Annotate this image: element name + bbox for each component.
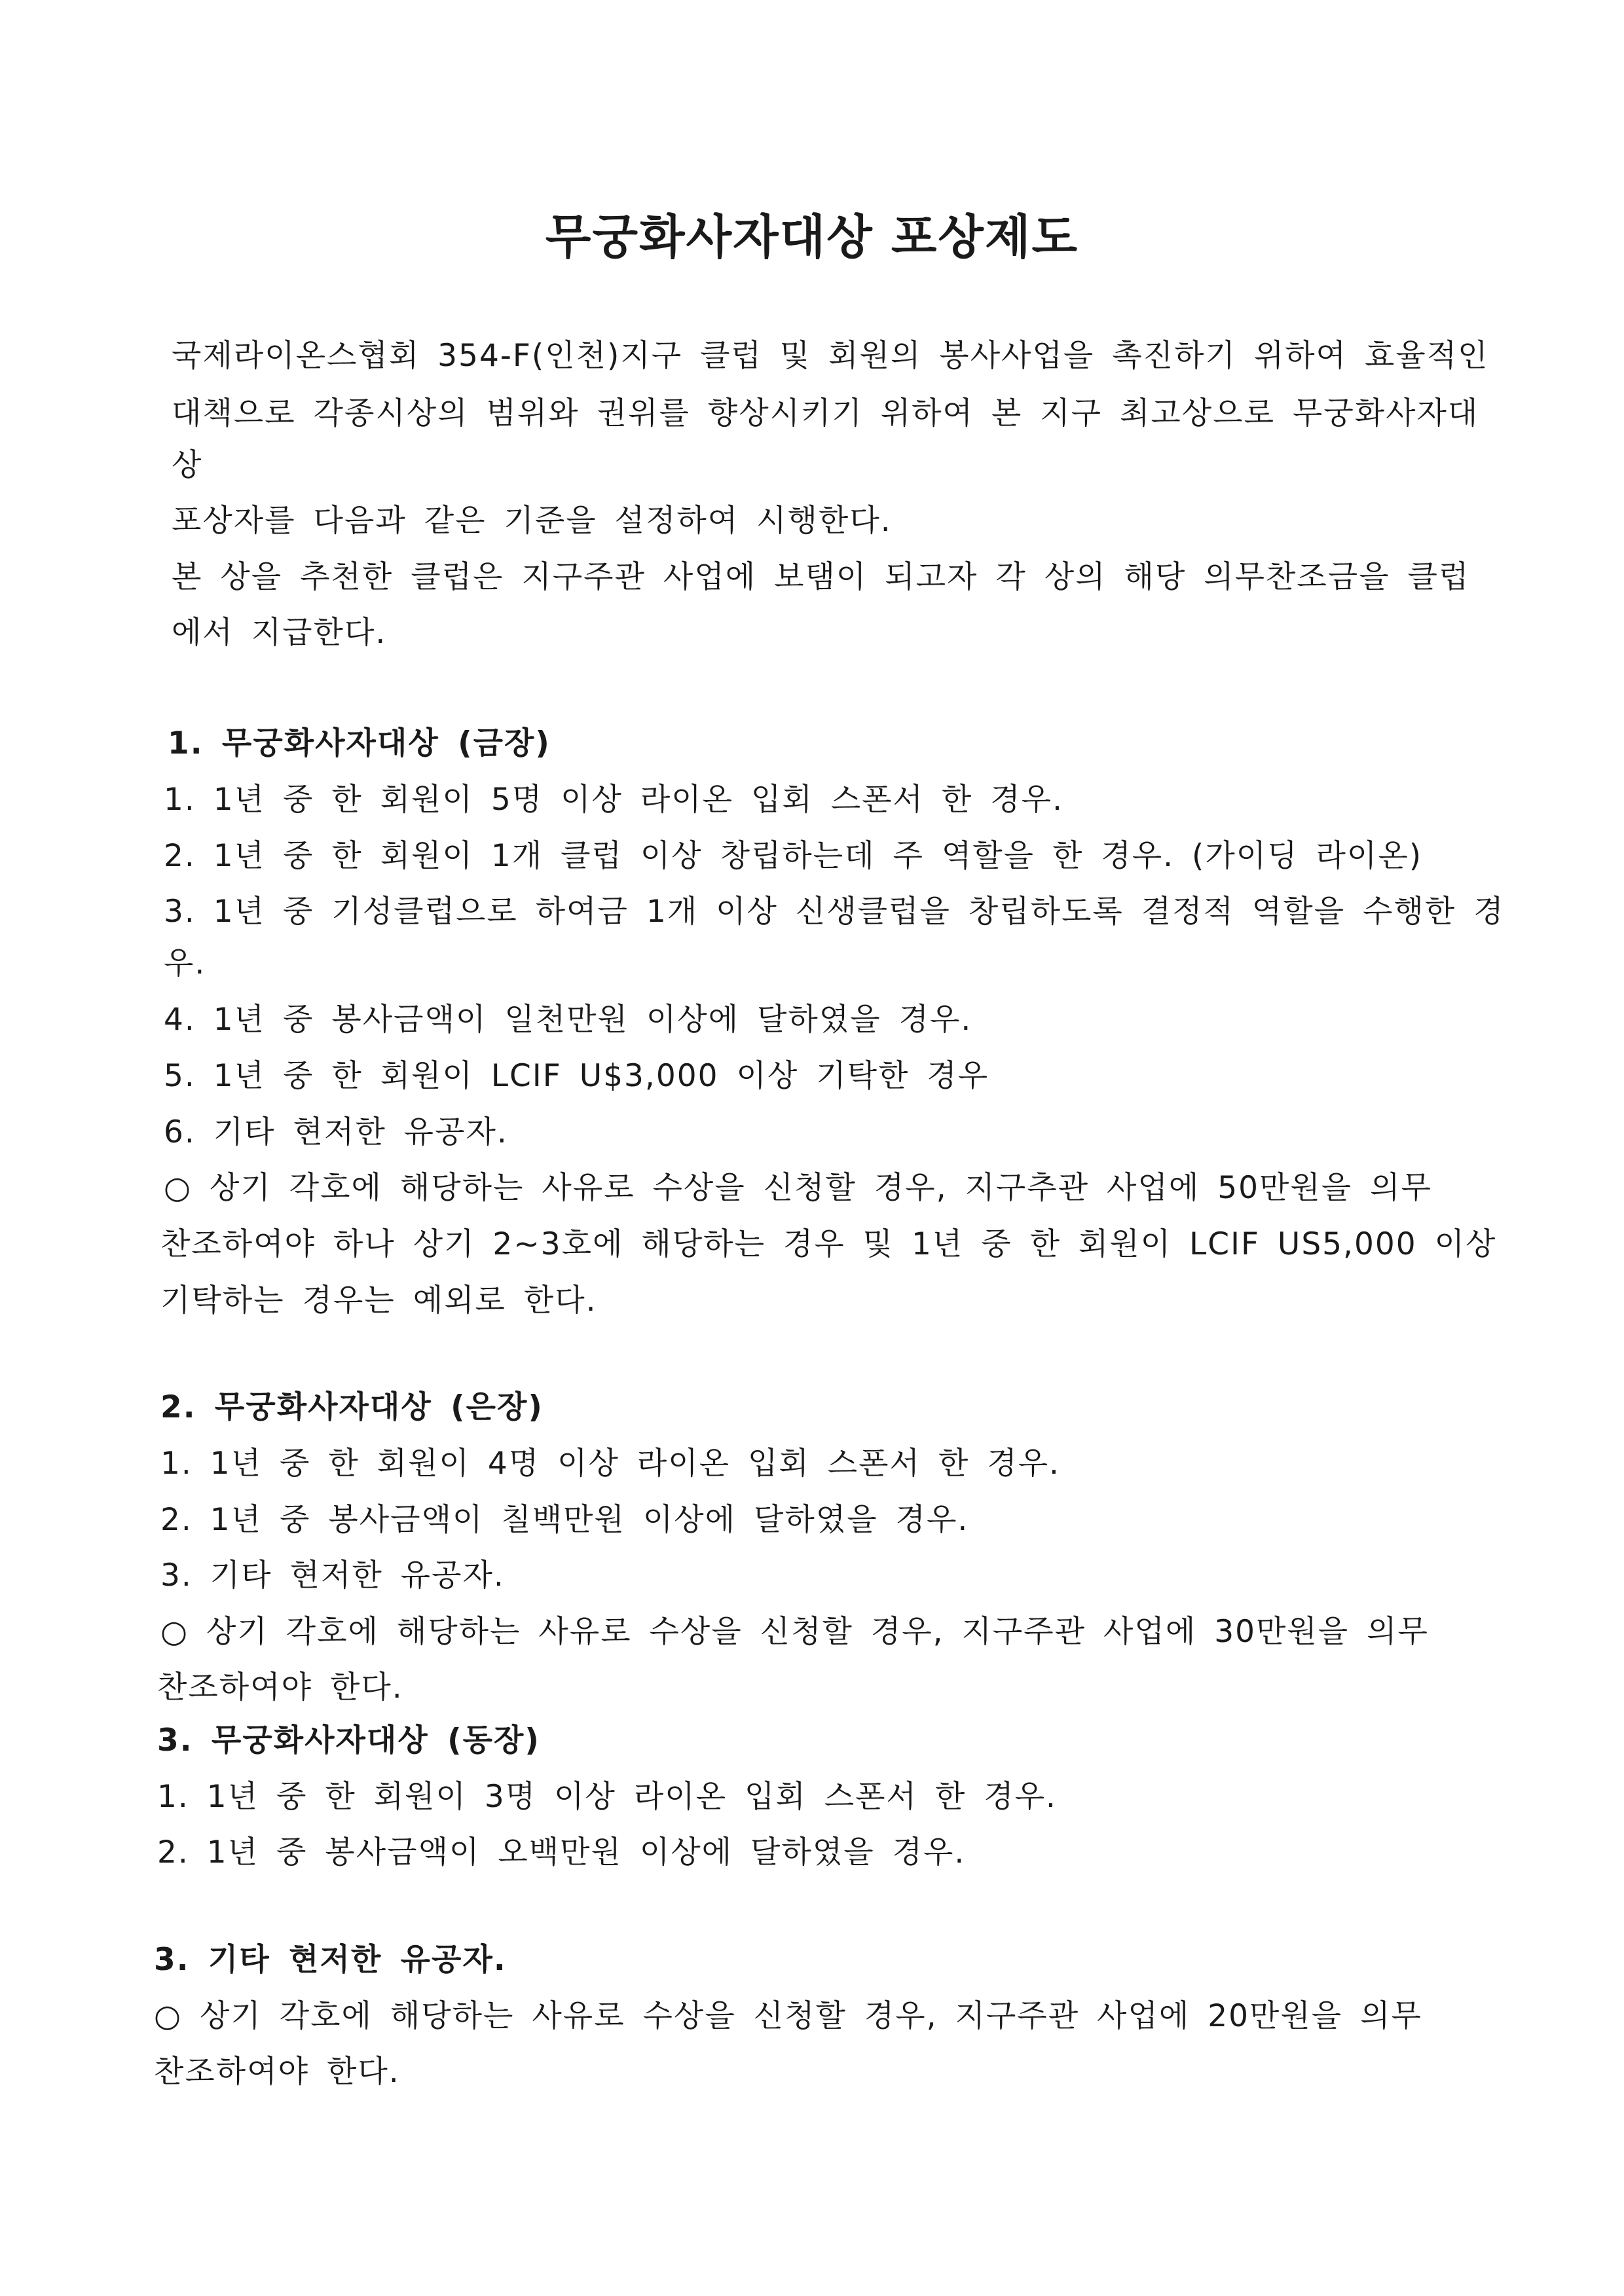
note-line: ○ 상기 각호에 해당하는 사유로 수상을 신청할 경우, 지구주관 사업에 20만원을 의무: [154, 1998, 1422, 2034]
intro-line: 국제라이온스협회 354-F(인천)지구 클럽 및 회원의 봉사사업을 촉진하기 위하여 효율적인: [172, 338, 1489, 374]
criteria-line: 2. 1년 중 봉사금액이 칠백만원 이상에 달하였을 경우.: [160, 1502, 969, 1538]
criteria-line: 1. 1년 중 한 회원이 5명 이상 라이온 입회 스폰서 한 경우.: [164, 782, 1063, 818]
intro-line: 대책으로 각종시상의 범위와 권위를 향상시키기 위하여 본 지구 최고상으로 무궁화사자대: [172, 395, 1479, 431]
criteria-line: 6. 기타 현저한 유공자.: [164, 1114, 508, 1150]
criteria-line: 3. 기타 현저한 유공자.: [160, 1558, 505, 1594]
criteria-line: 1. 1년 중 한 회원이 3명 이상 라이온 입회 스폰서 한 경우.: [157, 1779, 1057, 1815]
section-heading-bronze: 3. 무궁화사자대상 (동장): [157, 1722, 540, 1758]
note-line: ○ 상기 각호에 해당하는 사유로 수상을 신청할 경우, 지구추관 사업에 50만원을 의무: [164, 1170, 1432, 1206]
note-line: ○ 상기 각호에 해당하는 사유로 수상을 신청할 경우, 지구주관 사업에 30만원을 의무: [160, 1614, 1429, 1650]
criteria-line: 2. 1년 중 봉사금액이 오백만원 이상에 달하였을 경우.: [157, 1834, 966, 1870]
criteria-line: 4. 1년 중 봉사금액이 일천만원 이상에 달하였을 경우.: [164, 1002, 972, 1038]
criteria-line: 2. 1년 중 한 회원이 1개 클럽 이상 창립하는데 주 역할을 한 경우. (가이딩 라이온): [164, 838, 1423, 874]
section-heading-gold: 1. 무궁화사자대상 (금장): [168, 725, 551, 761]
note-line: 찬조하여야 한다.: [157, 1669, 403, 1705]
intro-line: 포상자를 다음과 같은 기준을 설정하여 시행한다.: [172, 503, 892, 539]
section-heading-other: 3. 기타 현저한 유공자.: [154, 1942, 507, 1978]
intro-line: 에서 지급한다.: [172, 615, 387, 651]
criteria-line: 3. 1년 중 기성클럽으로 하여금 1개 이상 신생클럽을 창립하도록 결정적 역할을 수행한 경: [164, 894, 1505, 930]
intro-line: 상: [172, 447, 203, 483]
criteria-line: 1. 1년 중 한 회원이 4명 이상 라이온 입회 스폰서 한 경우.: [160, 1446, 1060, 1482]
note-line: 찬조하여야 하나 상기 2~3호에 해당하는 경우 및 1년 중 한 회원이 LCIF US5,000 이상: [160, 1226, 1497, 1262]
criteria-line: 5. 1년 중 한 회원이 LCIF U$3,000 이상 기탁한 경우: [164, 1058, 989, 1094]
criteria-line: 우.: [164, 945, 206, 981]
document-title: 무궁화사자대상 포상제도: [545, 210, 1079, 264]
section-heading-silver: 2. 무궁화사자대상 (은장): [160, 1389, 544, 1425]
note-line: 찬조하여야 한다.: [154, 2054, 400, 2090]
intro-line: 본 상을 추천한 클럽은 지구주관 사업에 보탬이 되고자 각 상의 해당 의무찬조금을 클럽: [172, 559, 1470, 595]
note-line: 기탁하는 경우는 예외로 한다.: [160, 1283, 597, 1319]
